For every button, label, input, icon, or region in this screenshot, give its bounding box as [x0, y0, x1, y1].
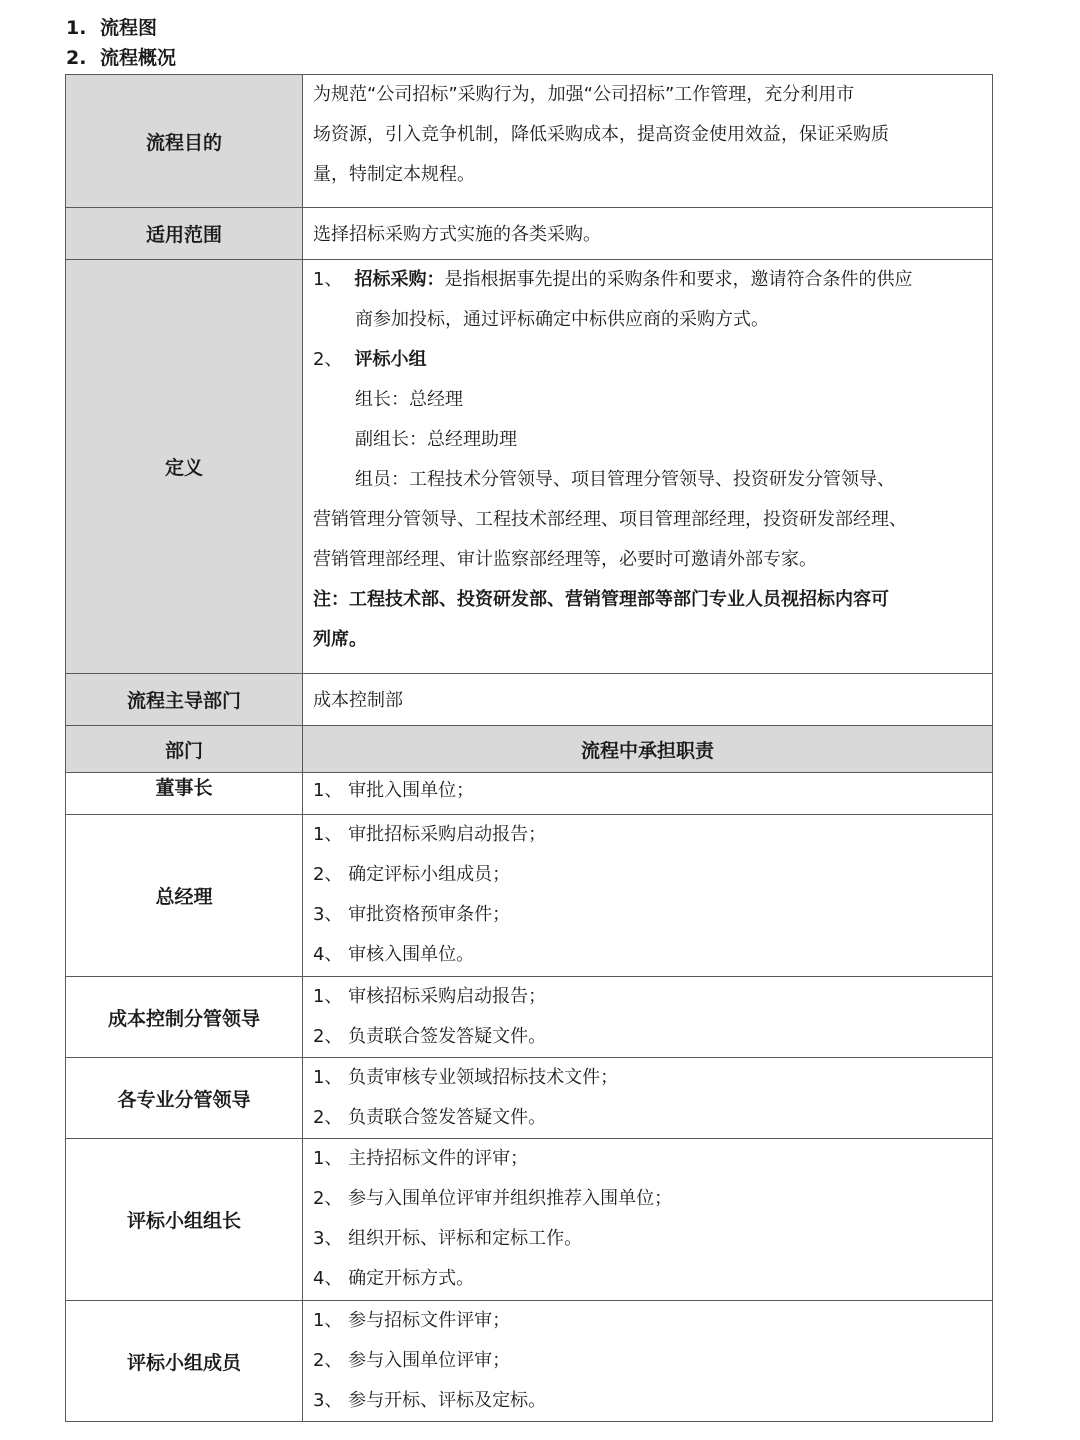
purpose-line: 量，特制定本规程。 [313, 164, 475, 185]
heading-number: 2. [66, 47, 87, 69]
item-number: 2、 [313, 349, 343, 370]
duty-item: 3、 参与开标、评标及定标。 [313, 1390, 547, 1411]
table-row [66, 977, 993, 1058]
purpose-content [303, 75, 993, 208]
duty-item: 4、 确定开标方式。 [313, 1268, 475, 1289]
duty-item: 2、 确定评标小组成员； [313, 864, 511, 885]
definition-item-1 [313, 260, 982, 300]
lead-dept-row [66, 674, 993, 726]
lead-dept-label: 流程主导部门 [66, 674, 303, 726]
definition-term-committee: 评标小组 [354, 349, 427, 370]
committee-deputy: 副组长：总经理助理 [355, 429, 517, 450]
scope-text: 选择招标采购方式实施的各类采购。 [313, 223, 601, 245]
process-overview-table [65, 74, 993, 1422]
duty-list [303, 977, 993, 1058]
committee-members-cont: 营销管理部经理、审计监察部经理等，必要时可邀请外部专家。 [313, 549, 817, 570]
duty-item: 1、 审批入围单位； [313, 780, 475, 801]
definition-note: 注：工程技术部、投资研发部、营销管理部等部门专业人员视招标内容可 [313, 589, 889, 610]
duty-item: 2、 参与入围单位评审； [313, 1350, 511, 1371]
duty-item: 2、 负责联合签发答疑文件。 [313, 1107, 547, 1128]
scope-row [66, 208, 993, 260]
definition-label: 定义 [66, 260, 303, 674]
duty-list [303, 815, 993, 977]
purpose-label: 流程目的 [66, 75, 303, 208]
purpose-line: 为规范“公司招标”采购行为，加强“公司招标”工作管理，充分利用市 [313, 84, 855, 105]
duty-item: 1、 审核招标采购启动报告； [313, 986, 547, 1007]
item-number: 1、 [313, 269, 343, 290]
definition-row [66, 260, 993, 674]
definition-content [303, 260, 993, 674]
duty-item: 2、 参与入围单位评审并组织推荐入围单位； [313, 1188, 673, 1209]
heading-title: 流程概况 [100, 47, 177, 69]
section-heading-flowchart [66, 14, 157, 42]
definition-text-cont: 商参加投标，通过评标确定中标供应商的采购方式。 [355, 309, 769, 330]
table-row [66, 815, 993, 977]
duty-list [303, 1139, 993, 1301]
duty-item: 3、 组织开标、评标和定标工作。 [313, 1228, 583, 1249]
definition-item-2 [313, 340, 982, 380]
committee-members: 组员：工程技术分管领导、项目管理分管领导、投资研发分管领导、 [355, 469, 895, 490]
column-header-duty: 流程中承担职责 [303, 726, 993, 773]
section-heading-overview [66, 44, 176, 72]
definition-term-bidding: 招标采购： [354, 269, 445, 290]
duty-item: 3、 审批资格预审条件； [313, 904, 511, 925]
dept-name: 成本控制分管领导 [66, 977, 303, 1058]
dept-name: 董事长 [66, 773, 303, 815]
duty-list [303, 1058, 993, 1139]
table-row [66, 773, 993, 815]
heading-title: 流程图 [100, 17, 158, 39]
duty-item: 1、 负责审核专业领域招标技术文件； [313, 1067, 619, 1088]
duty-list [303, 1301, 993, 1422]
dept-name: 各专业分管领导 [66, 1058, 303, 1139]
lead-dept-content [303, 674, 993, 726]
duty-item: 1、 主持招标文件的评审； [313, 1148, 529, 1169]
table-row [66, 1058, 993, 1139]
purpose-line: 场资源，引入竞争机制，降低采购成本，提高资金使用效益，保证采购质 [313, 124, 889, 145]
table-row [66, 1301, 993, 1422]
duty-item: 4、 审核入围单位。 [313, 944, 475, 965]
dept-name: 评标小组组长 [66, 1139, 303, 1301]
heading-number: 1. [66, 17, 87, 39]
definition-note-cont: 列席。 [313, 629, 367, 650]
duty-item: 2、 负责联合签发答疑文件。 [313, 1026, 547, 1047]
scope-label: 适用范围 [66, 208, 303, 260]
duty-list [303, 773, 993, 815]
column-header-dept: 部门 [66, 726, 303, 773]
scope-content [303, 208, 993, 260]
committee-members-cont: 营销管理分管领导、工程技术部经理、项目管理部经理，投资研发部经理、 [313, 509, 907, 530]
duty-item: 1、 审批招标采购启动报告； [313, 824, 547, 845]
committee-leader: 组长：总经理 [355, 389, 463, 410]
duty-item: 1、 参与招标文件评审； [313, 1310, 511, 1331]
dept-name: 评标小组成员 [66, 1301, 303, 1422]
dept-name: 总经理 [66, 815, 303, 977]
responsibility-header-row [66, 726, 993, 773]
lead-dept-text: 成本控制部 [313, 689, 403, 711]
table-row [66, 1139, 993, 1301]
purpose-row [66, 75, 993, 208]
definition-text: 是指根据事先提出的采购条件和要求，邀请符合条件的供应 [444, 269, 913, 290]
